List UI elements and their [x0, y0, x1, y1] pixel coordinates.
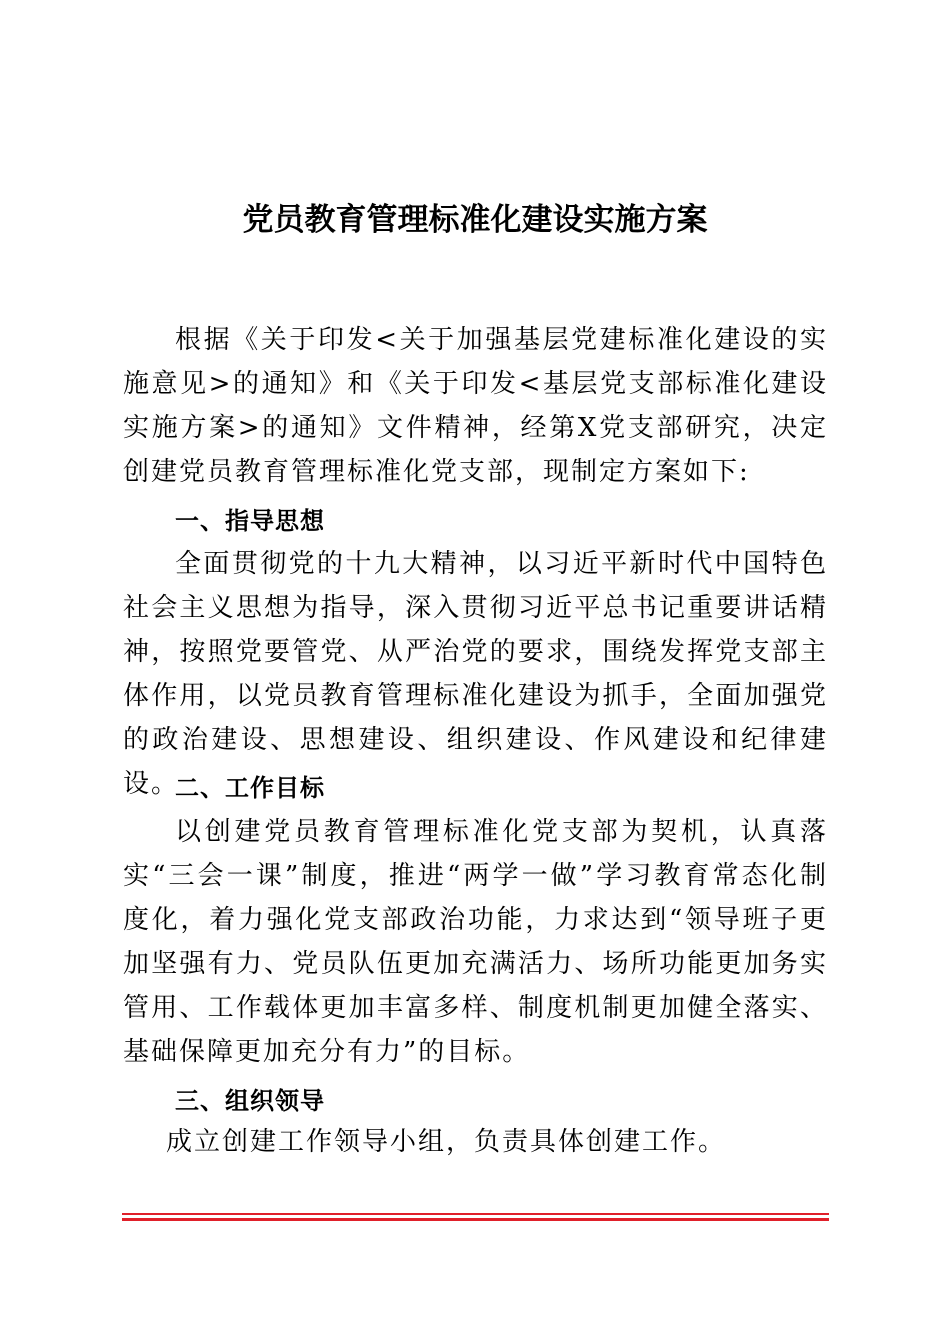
document-title: 党员教育管理标准化建设实施方案 [242, 202, 708, 238]
footer-divider-thin [122, 1213, 829, 1215]
section-text-work-goals: 以创建党员教育管理标准化党支部为契机，认真落实“三会一课”制度，推进“两学一做”学习教育常态化制度化，着力强化党支部政治功能，力求达到“领导班子更加坚强有力、党员队伍更加充满活力、场所功能更加务实管用、工作载体更加丰富多样、制度机制更加健全落实、基础保障更加充分有力”的目标。 [123, 817, 828, 1067]
section-heading-work-goals: 二、工作目标 [175, 774, 325, 802]
section-text-organization: 成立创建工作领导小组，负责具体创建工作。 [166, 1127, 727, 1157]
intro-paragraph: 根据《关于印发<关于加强基层党建标准化建设的实施意见>的通知》和《关于印发<基层党支部标准化建设实施方案>的通知》文件精神，经第X党支部研究，决定创建党员教育管理标准化党支部，现制定方案如下: [123, 325, 828, 487]
footer-divider-thick [122, 1218, 829, 1221]
section-heading-organization: 三、组织领导 [175, 1087, 325, 1115]
section-heading-guiding-ideology: 一、指导思想 [175, 507, 325, 535]
section-text-guiding-ideology: 全面贯彻党的十九大精神，以习近平新时代中国特色社会主义思想为指导，深入贯彻习近平总书记重要讲话精神，按照党要管党、从严治党的要求，围绕发挥党支部主体作用，以党员教育管理标准化建设为抓手，全面加强党的政治建设、思想建设、组织建设、作风建设和纪律建设。 [123, 549, 828, 799]
